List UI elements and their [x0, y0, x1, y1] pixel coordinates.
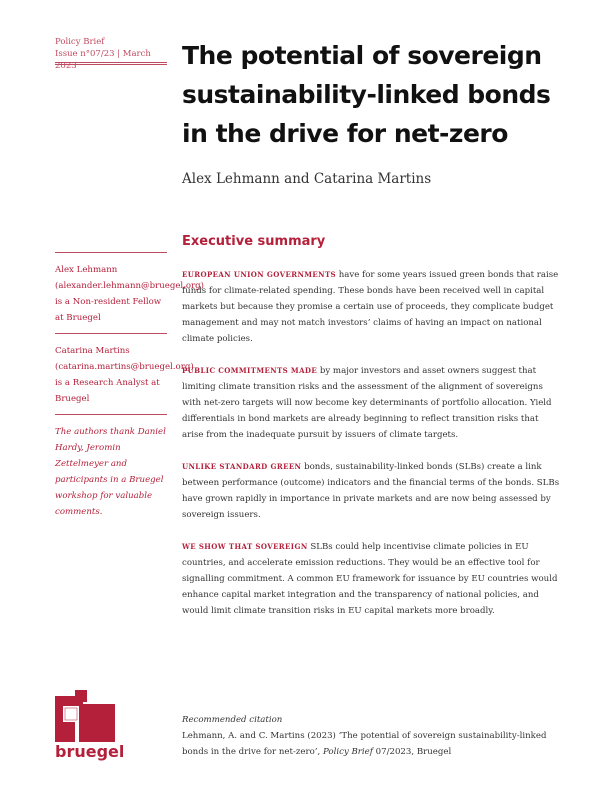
citation-part: Lehmann, A. and C. Martins (2023) ‘The potential of sovereign sustainability-linked bonds in the drive for net-zero’,: [182, 731, 547, 757]
paragraph-text: by major investors and asset owners suggest that limiting climate transition risks and the assessment of the alignment of sovereigns with net-zero targets will now become key determinants of portfolio allocation. Yield differentials in bond markets are already beginning to reflect transition risks that arise from the inadequate pursuit by issuers of climate targets.: [182, 366, 552, 440]
citation-part: 07/2023, Bruegel: [372, 747, 452, 757]
paragraph-lead: PUBLIC COMMITMENTS MADE: [182, 366, 318, 375]
paragraph-lead: WE SHOW THAT SOVEREIGN: [182, 542, 308, 551]
paragraph-text: SLBs could help incentivise climate policies in EU countries, and accelerate emission reductions. They would be an effective tool for signalling commitment. A common EU framework for issuance by EU countries would enhance capital market integration and the transparency of national policies, and would limit climate transition risks in EU capital markets more broadly.: [182, 542, 558, 616]
recommended-citation: [182, 712, 562, 760]
summary-paragraph: [182, 363, 562, 443]
paragraph-lead: UNLIKE STANDARD GREEN: [182, 462, 302, 471]
summary-paragraph: [182, 539, 562, 619]
executive-summary-heading: Executive summary: [182, 234, 326, 249]
author-note-lehmann: Alex Lehmann (alexander.lehmann@bruegel.org) is a Non-resident Fellow at Bruegel: [55, 252, 167, 333]
citation-label: Recommended citation: [182, 715, 283, 725]
issue-info: [55, 36, 167, 72]
paragraph-text: bonds, sustainability-linked bonds (SLBs) create a link between performance (outcome) indicators and the financial terms of the bonds. SLBs have grown rapidly in importance in private markets and are now being assessed by sovereign issuers.: [182, 462, 560, 520]
summary-paragraph: [182, 459, 562, 523]
header-divider: [55, 62, 167, 65]
citation-text: [182, 728, 562, 760]
author-note-martins: Catarina Martins (catarina.martins@bruegel.org) is a Research Analyst at Bruegel: [55, 333, 167, 414]
page-title: The potential of sovereign sustainability-linked bonds in the drive for net-zero: [182, 41, 551, 148]
sidebar: [55, 252, 205, 527]
authors: Alex Lehmann and Catarina Martins: [182, 171, 432, 187]
issue-number: Issue n°07/23 | March 2023: [55, 49, 151, 71]
paragraph-lead: EUROPEAN UNION GOVERNMENTS: [182, 270, 337, 279]
citation-series: Policy Brief: [322, 747, 373, 757]
series-label: Policy Brief: [55, 37, 105, 47]
summary-paragraph: [182, 267, 562, 347]
logo-text: bruegel: [55, 742, 125, 761]
paragraph-text: have for some years issued green bonds that raise funds for climate-related spending. These bonds have been received well in capital markets but because they promise a certain use of proceeds, they complicate budget management and may not match investors’ claims of having an impact on national climate policies.: [182, 270, 559, 344]
acknowledgements: The authors thank Daniel Hardy, Jeromin Zettelmeyer and participants in a Bruegel workshop for valuable comments.: [55, 414, 167, 527]
executive-summary-body: [182, 267, 562, 635]
